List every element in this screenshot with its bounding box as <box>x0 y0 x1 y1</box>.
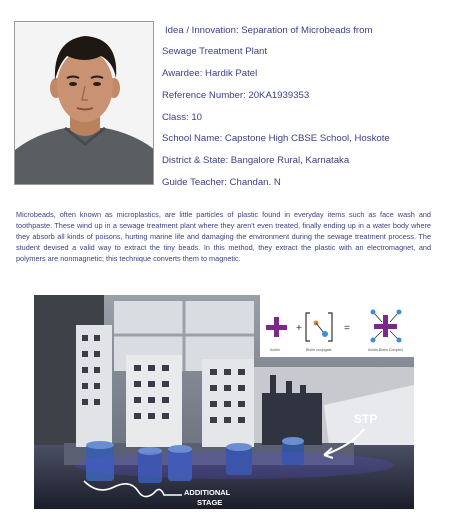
equals-sign: = <box>344 323 350 334</box>
reference-number: Reference Number: 20KA1939353 <box>162 90 310 101</box>
class-value: Class: 10 <box>162 112 202 123</box>
diagram-label-complex: Avidin-Biotin Complex <box>368 348 404 352</box>
awardee-name: Awardee: Hardik Patel <box>162 68 258 79</box>
portrait-image <box>15 22 154 185</box>
model-photo-image <box>34 295 414 509</box>
additional-stage-label-1: ADDITIONAL <box>184 488 231 497</box>
diagram-label-avidin: Avidin <box>270 348 280 352</box>
school-name: School Name: Capstone High CBSE School, Hoskote <box>162 133 390 144</box>
stp-label: STP <box>354 412 378 426</box>
plus-sign: + <box>296 323 302 334</box>
idea-title-line-1: Idea / Innovation: Separation of Microbeads from <box>165 25 373 36</box>
project-summary: Microbeads, often known as microplastics, are little particles of plastic found in everyday items such as face wash and toothpaste. These wind up in a sewage treatment plant where they aren't even treated, finally ending up in a water body where they absorb all kinds of poisons, hurting marine life and damaging the environment during the sewage treatment process. The student devised a valid way to extract the tiny beads. In this method, they extract the plastic with an electromagnet, and polymers are nonmagnetic; this technique converts them to magnetic. <box>16 210 431 264</box>
diagram-label-biotin: Biotin conjugate <box>306 348 332 352</box>
guide-teacher: Guide Teacher: Chandan. N <box>162 177 281 188</box>
project-model-photo <box>34 295 414 509</box>
idea-title-line-2: Sewage Treatment Plant <box>162 46 268 57</box>
additional-stage-label-2: STAGE <box>197 498 223 507</box>
district-state: District & State: Bangalore Rural, Karnataka <box>162 155 350 166</box>
awardee-portrait <box>14 21 154 185</box>
